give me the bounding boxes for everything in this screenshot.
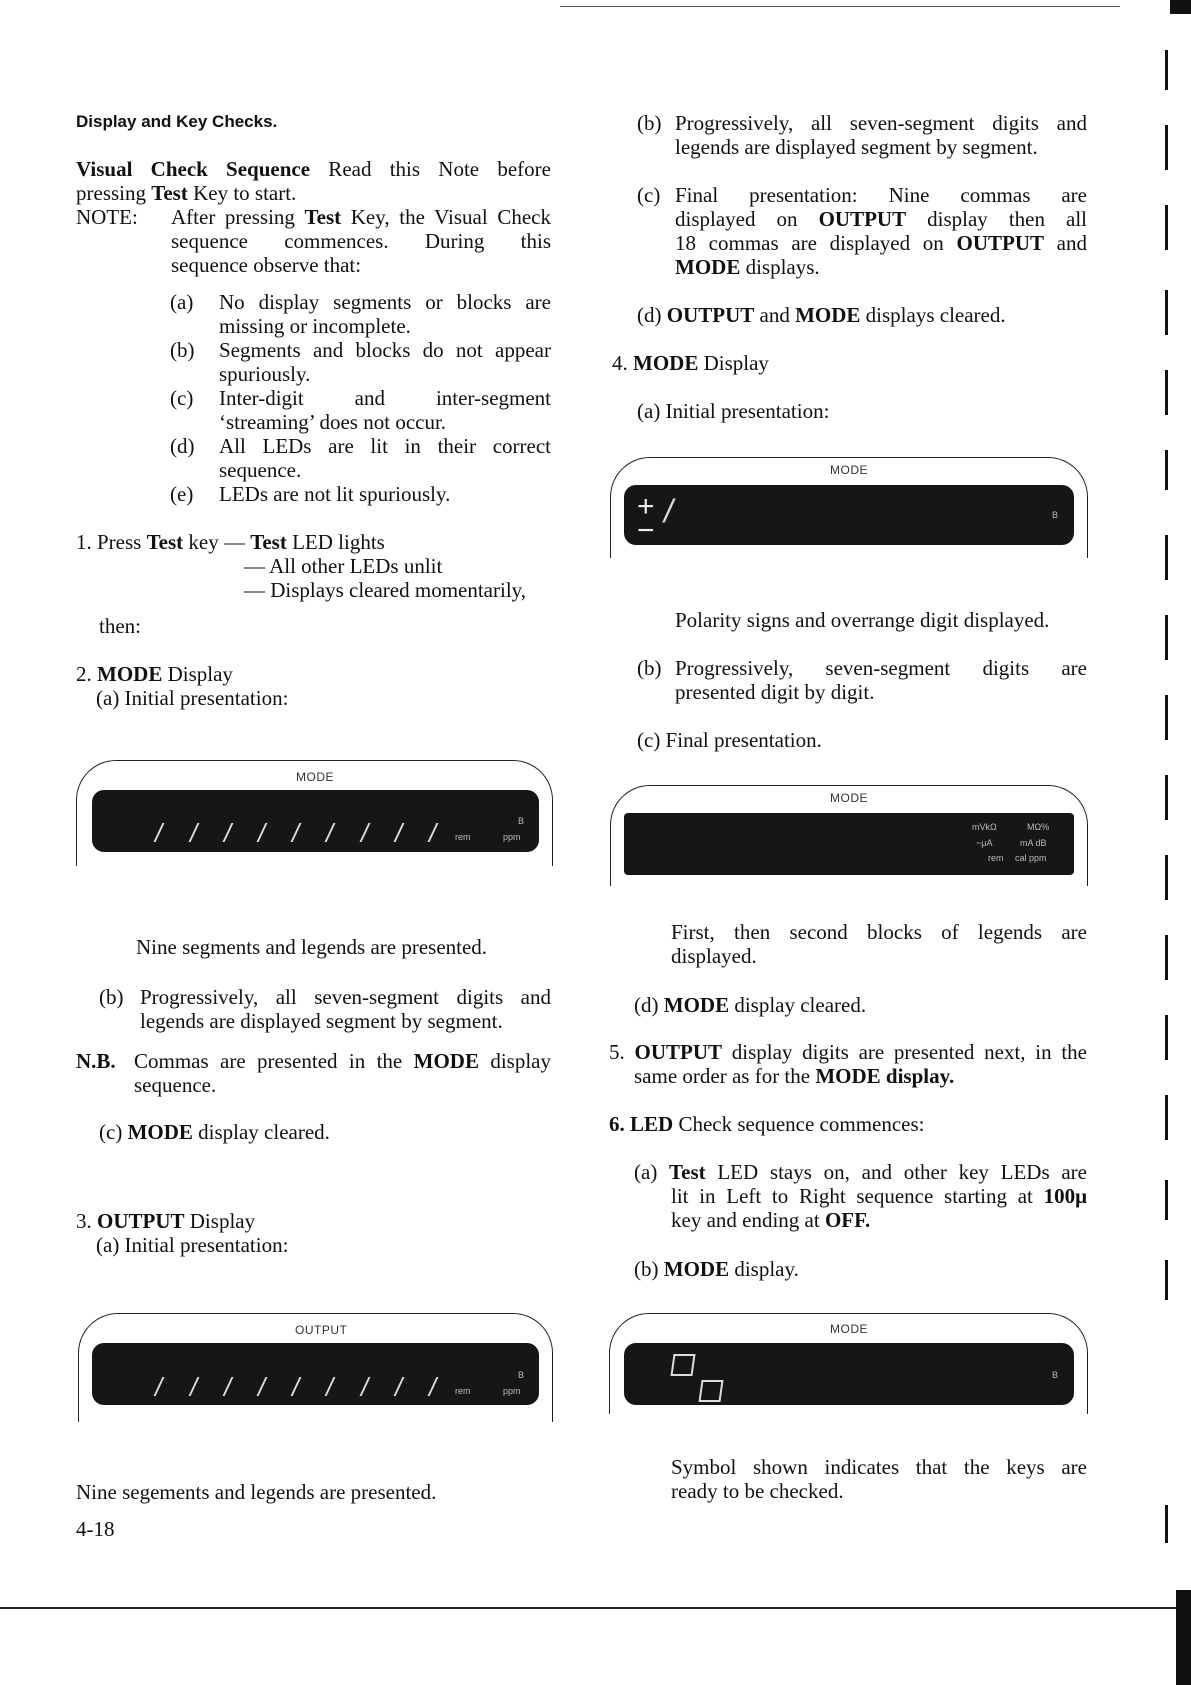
text: 3. [76,1209,97,1233]
legend-ma-db: mA dB [1020,838,1047,848]
mode-bold: MODE [675,255,741,279]
note-line1 [171,205,551,229]
text: and [1044,231,1087,255]
panel-title: MODE [830,1322,868,1336]
text: display cleared. [729,993,867,1017]
step6-a-line1 [634,1160,1087,1184]
text: (d) [637,303,667,327]
text: key and ending at [671,1208,825,1232]
text: 5. [609,1040,635,1064]
note-item-line: LEDs are not lit spuriously. [219,482,451,506]
output-bold: OUTPUT [634,1040,723,1064]
bottom-scan-edge [0,1607,1191,1609]
symbol-caption-line1: Symbol shown indicates that the keys are [671,1455,1087,1479]
text: 4. [612,351,633,375]
step2-b-line1: Progressively, all seven-segment digits and [140,985,551,1009]
legend-b: B [518,1370,525,1380]
mode-bold: MODE [97,662,163,686]
step4-a: (a) Initial presentation: [637,399,830,423]
legend-b: B [518,816,525,826]
note-item-line: Segments and blocks do not appear [219,338,551,362]
step2-a: (a) Initial presentation: [96,686,289,710]
note-line2: sequence commences. During this [171,229,551,253]
note-item-letter: (b) [170,338,195,362]
visual-check-intro-line2 [76,181,296,205]
mode-bold: MODE [663,1257,730,1281]
step4-d [634,993,866,1017]
note-item-letter: (a) [170,290,194,314]
text: same order as for the [634,1064,816,1088]
text: display. [729,1257,799,1281]
top-right-corner-mark [1170,0,1191,14]
mode-bold: MODE [663,993,730,1017]
step5-line2 [634,1064,954,1088]
text: 18 commas are displayed on [675,231,957,255]
nb-line2: sequence. [134,1073,217,1097]
minus-sign-icon: − [637,514,655,547]
legend-ua: ~μA [976,838,993,848]
text: Key, the Visual Check [341,205,551,229]
nb-line1 [134,1049,551,1073]
right-b-line1: Progressively, all seven-segment digits and [675,111,1087,135]
right-c-line4 [675,255,820,279]
legend-rem: rem [455,1386,471,1396]
panel-title: MODE [830,463,868,477]
output-bold: OUTPUT [666,303,755,327]
right-b-line2: legends are displayed segment by segment. [675,135,1038,159]
step2-b-line2: legends are displayed segment by segment. [140,1009,503,1033]
test-bold: Test [669,1160,706,1184]
note-label: NOTE: [76,205,138,229]
step1-line3: — Displays cleared momentarily, [244,578,527,602]
mode-bold: MODE [633,351,699,375]
text: (a) [634,1160,670,1184]
right-c-line1: Final presentation: Nine commas are [675,183,1087,207]
text: display then all [906,207,1087,231]
text: 2. [76,662,97,686]
step4-c: (c) Final presentation. [637,728,822,752]
mode-bold: MODE [127,1120,193,1144]
mode-bold: MODE display. [815,1064,955,1088]
text: display cleared. [192,1120,330,1144]
test-bold: Test [250,530,287,554]
overrange-digit: / [664,493,673,529]
100u-bold: 100μ [1043,1184,1087,1208]
legend-rem: rem [988,853,1004,863]
legend-ppm: ppm [503,832,521,842]
legend-rem: rem [455,832,471,842]
note-item-line: missing or incomplete. [219,314,411,338]
step2-heading [76,662,233,686]
right-c-letter: (c) [637,183,661,207]
note-item-line: ‘streaming’ does not occur. [219,410,447,434]
visual-check-bold: Visual Check Sequence [76,157,311,181]
text: lit in Left to Right sequence starting at [671,1184,1044,1208]
output-bold: OUTPUT [956,231,1044,255]
text: 1. Press [76,530,147,554]
right-d [637,303,1006,327]
step4-b-line2: presented digit by digit. [675,680,875,704]
text: displays. [740,255,820,279]
note-item-letter: (e) [170,482,194,506]
text: display [478,1049,551,1073]
top-scan-edge [560,6,1120,7]
symbol-caption-line2: ready to be checked. [671,1479,844,1503]
text: Display [162,662,233,686]
legend-ppm: ppm [503,1386,521,1396]
step2-b-letter: (b) [99,985,124,1009]
text: After pressing [171,205,305,229]
panel-title: MODE [296,770,334,784]
text: Commas are presented in the [134,1049,414,1073]
step4-b-line1: Progressively, seven-segment digits are [675,656,1087,680]
step2-c [99,1120,330,1144]
text: and [754,303,796,327]
ready-symbol-lower-box-icon [698,1380,723,1402]
text: Check sequence commences: [673,1112,925,1136]
mode-bold: MODE [413,1049,479,1073]
section-title: Display and Key Checks. [76,112,278,131]
note-item-line: spuriously. [219,362,311,386]
led-bold: LED [630,1112,674,1136]
step3-heading [76,1209,255,1233]
panel-title: MODE [830,791,868,805]
text: Key to start. [187,181,297,205]
text: displayed on [675,207,819,231]
first-then-line1: First, then second blocks of legends are [671,920,1087,944]
test-bold: Test [304,205,342,229]
nb-label: N.B. [76,1049,116,1073]
step5-line1 [609,1040,1087,1064]
first-then-line2: displayed. [671,944,757,968]
step3-a: (a) Initial presentation: [96,1233,289,1257]
off-bold: OFF. [824,1208,871,1232]
text: LED stays on, and other key LEDs are [705,1160,1087,1184]
step6-heading [609,1112,925,1136]
test-bold: Test [151,181,188,205]
step6-b [634,1257,799,1281]
legend-mvkohm: mVkΩ [972,822,997,832]
text: LED lights [286,530,385,554]
page-number: 4-18 [76,1517,115,1541]
legend-cal-ppm: cal ppm [1015,853,1047,863]
right-b-letter: (b) [637,111,662,135]
step6-a-line2 [671,1184,1087,1208]
mode-bold: MODE [795,303,861,327]
text: (c) [99,1120,128,1144]
note-item-line: sequence. [219,458,302,482]
right-c-line3 [675,231,1087,255]
note-item-line: Inter-digit and inter-segment [219,386,551,410]
then-text: then: [99,614,141,638]
step4-heading [612,351,769,375]
panel-title: OUTPUT [295,1323,348,1337]
text: key — [183,530,251,554]
note-item-letter: (c) [170,386,194,410]
text: Display [698,351,769,375]
polarity-caption: Polarity signs and overrange digit displayed. [675,608,1050,632]
text: display digits are presented next, in the [722,1040,1087,1064]
text: (b) [634,1257,664,1281]
bottom-right-corner-mark [1176,1590,1191,1685]
step1-line2: — All other LEDs unlit [244,554,443,578]
text: Display [184,1209,256,1233]
nine-segments-caption: Nine segments and legends are presented. [136,935,488,959]
note-item-letter: (d) [170,434,195,458]
text: displays cleared. [860,303,1006,327]
visual-check-intro-line1 [76,157,551,181]
legend-mohm-percent: MΩ% [1027,822,1050,832]
step-number: 6. [609,1112,630,1136]
note-item-line: All LEDs are lit in their correct [219,434,551,458]
text: pressing [76,181,152,205]
step4-b-letter: (b) [637,656,662,680]
ready-symbol-upper-box-icon [670,1354,695,1376]
visual-check-rest: Read this Note before [310,157,551,181]
plus-sign-icon: + [637,490,655,523]
text: (d) [634,993,664,1017]
step1-line1 [76,530,385,554]
note-line3: sequence observe that: [171,253,362,277]
note-item-line: No display segments or blocks are [219,290,551,314]
test-bold: Test [146,530,184,554]
nine-segements-caption: Nine segements and legends are presented. [76,1480,437,1504]
right-c-line2 [675,207,1087,231]
legend-b: B [1052,510,1059,520]
output-bold: OUTPUT [818,207,907,231]
output-bold: OUTPUT [97,1209,185,1233]
legend-b: B [1052,1370,1059,1380]
step6-a-line3 [671,1208,870,1232]
